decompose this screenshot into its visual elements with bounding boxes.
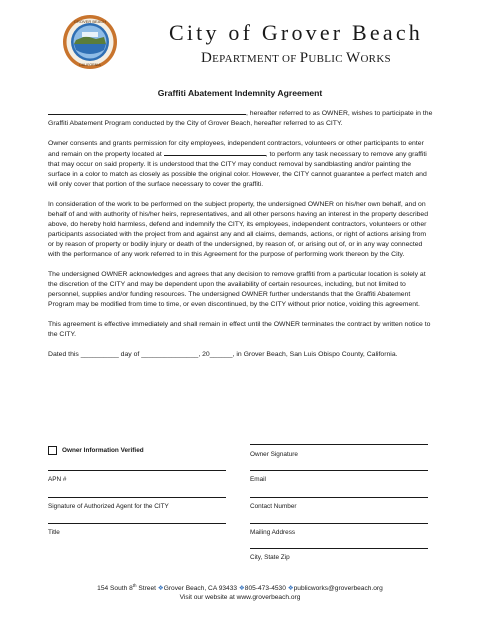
svg-text:CALIFORNIA: CALIFORNIA	[79, 63, 101, 67]
title-label: Title	[48, 529, 60, 536]
footer	[0, 581, 480, 602]
svg-text:GROVER BEACH: GROVER BEACH	[73, 19, 107, 24]
title-line[interactable]	[48, 523, 226, 524]
footer-address: 154 South 8th Street	[97, 583, 156, 593]
city-name: City of Grover Beach	[169, 20, 423, 45]
email-line[interactable]	[250, 470, 428, 471]
apn-line[interactable]	[48, 470, 226, 471]
city-state-zip-label: City, State Zip	[250, 554, 290, 561]
diamond-separator-icon: ❖	[157, 585, 164, 593]
paragraph-effective: This agreement is effective immediately and shall remain in effect until the OWNER terminates the contract by written notice to the CITY.	[48, 321, 431, 338]
paragraph-owner-intro: , hereafter referred to as OWNER, wishes to participate in the Graffiti Abatement Program conducted by the City of Grover Beach, hereafter referred to as CITY.	[48, 110, 433, 127]
owner-signature-line[interactable]	[250, 444, 428, 445]
signature-block	[48, 444, 428, 566]
contact-number-label: Contact Number	[250, 503, 297, 510]
agent-signature-line[interactable]	[48, 497, 226, 498]
mailing-address-label: Mailing Address	[250, 529, 296, 536]
department-name: DEPARTMENT OF PUBLIC WORKS	[201, 50, 391, 66]
paragraph-dated: Dated this __________ day of _______________, 20______, in Grover Beach, San Luis Obispo County, California.	[48, 351, 398, 358]
owner-name-blank[interactable]	[48, 108, 246, 115]
contact-number-line[interactable]	[250, 497, 428, 498]
owner-info-verified-checkbox[interactable]	[48, 446, 57, 455]
diamond-separator-icon: ❖	[238, 585, 245, 593]
owner-info-verified-label: Owner Information Verified	[62, 447, 144, 454]
agreement-body	[48, 108, 434, 370]
diamond-separator-icon: ❖	[287, 585, 294, 593]
paragraph-indemnity: In consideration of the work to be performed on the subject property, the undersigned OWNER on his/her own behalf, and on behalf of and with authority of his/her heirs, representatives, and all other persons having an interest in the property described above, do hereby hold harmless, defend and indemnify the CITY, its employees, independent contractors, volunteers or other participants associated with the project from and against any and all claims, demands, actions, or right of actions arising from or by reason of property or bodily injury or death of the undersigned, by reason of, or arising out of, or in any way connected with the performance of any work referred to in this Agreement for the purpose of performing work thereon by the City.	[48, 201, 429, 258]
footer-email-link[interactable]: publicworks@groverbeach.org	[293, 585, 383, 593]
city-state-zip-line[interactable]	[250, 548, 428, 549]
property-address-blank[interactable]	[164, 149, 266, 156]
footer-website-line[interactable]: Visit our website at www.groverbeach.org	[179, 594, 301, 602]
owner-signature-label: Owner Signature	[250, 451, 298, 458]
paragraph-consent: Owner consents and grants permission for city employees, independent contractors, volunteers or other participants to enter and remain on the property located at , to perform any task necessary to remove any graffiti that may occur on said property. It is understood that the CITY may conduct removal by sandblasting and/or painting the surface in a color to match as closely as possible the original color. However, the CITY cannot guarantee a perfect match and will only cover that portion of the surface necessary to cover the graffiti.	[48, 140, 427, 188]
mailing-address-line[interactable]	[250, 523, 428, 524]
apn-label: APN #	[48, 476, 67, 483]
footer-phone[interactable]: 805-473-4530	[244, 585, 286, 593]
agent-signature-label: Signature of Authorized Agent for the CITY	[48, 503, 169, 510]
city-seal-logo	[62, 14, 118, 70]
footer-contact-line	[0, 581, 480, 593]
letterhead	[48, 8, 448, 78]
document-title: Graffiti Abatement Indemnity Agreement	[157, 88, 323, 98]
footer-city-state: Grover Beach, CA 93433	[163, 585, 238, 593]
email-label: Email	[250, 476, 266, 483]
paragraph-acknowledgement: The undersigned OWNER acknowledges and agrees that any decision to remove graffiti from a particular location is solely at the discretion of the CITY and may be dependent upon the availability of certain resources, including, but not limited to personnel, supplies and/or funding resources. The undersigned OWNER further understands that the Graffiti Abatement Program may be modified from time to time, or even discontinued, by the CITY without prior notice, voiding this agreement.	[48, 271, 426, 308]
